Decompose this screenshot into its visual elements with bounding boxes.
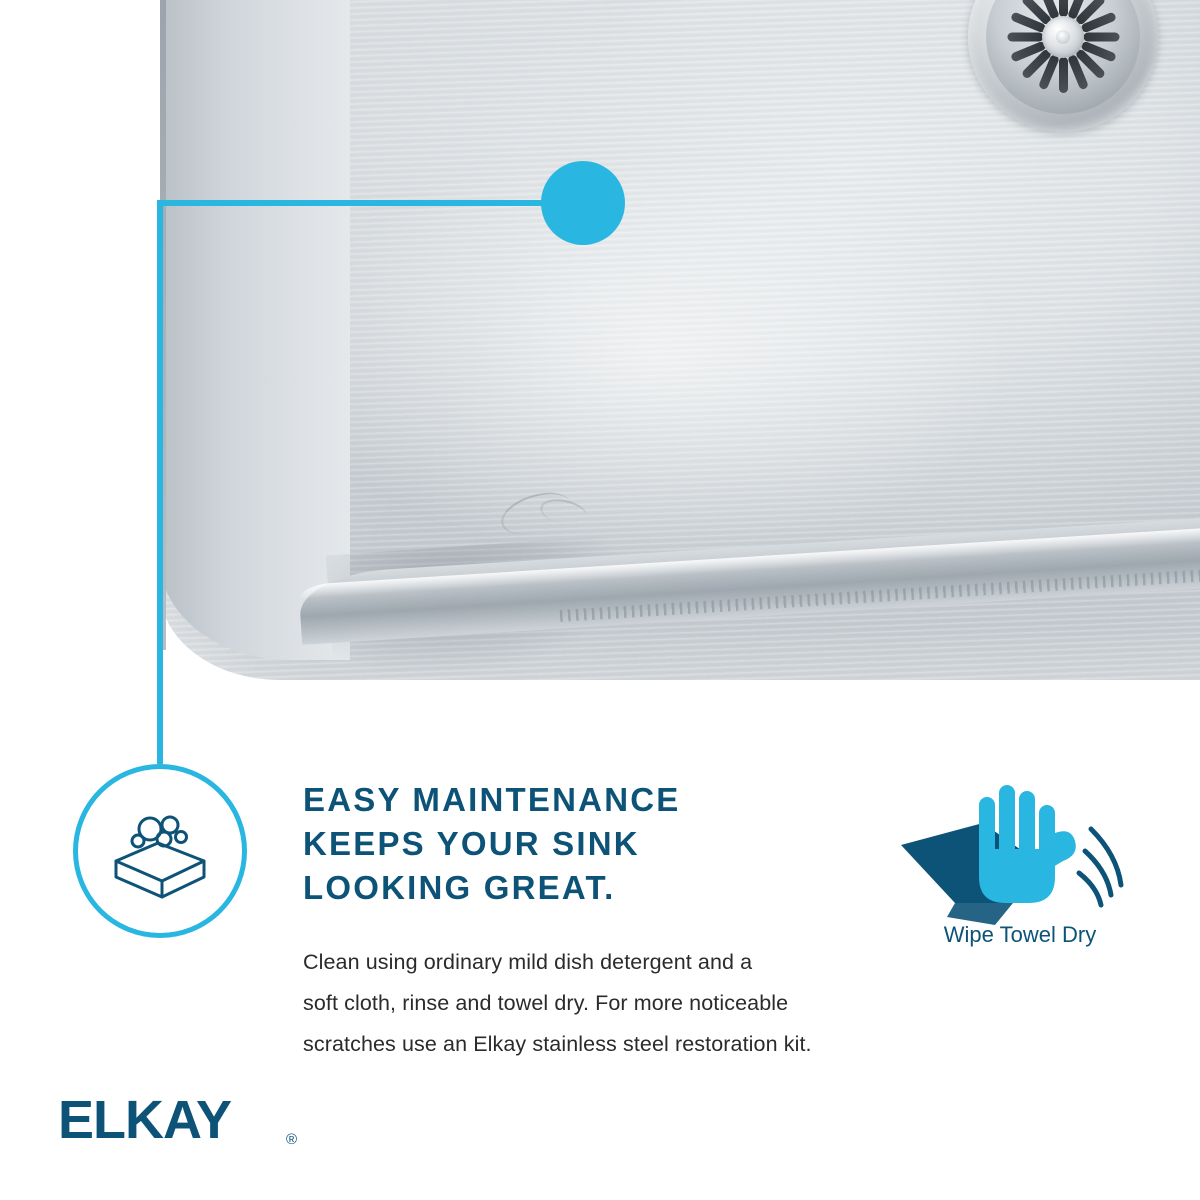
body-line-2: soft cloth, rinse and towel dry. For more noticeable <box>303 991 789 1015</box>
drain-hub-center <box>1056 30 1070 44</box>
drain-icon <box>968 0 1158 132</box>
sponge-icon <box>78 769 242 933</box>
sink-left-wall <box>160 0 350 660</box>
drain-hub <box>1042 16 1084 58</box>
wipe-towel-dry-caption: Wipe Towel Dry <box>943 922 1097 947</box>
headline-line-2: KEEPS YOUR SINK <box>303 825 640 862</box>
feature-headline <box>303 778 863 910</box>
body-line-3: scratches use an Elkay stainless steel restoration kit. <box>303 1032 812 1056</box>
logo-wordmark: ELKAY <box>58 1096 232 1148</box>
sponge-icon-circle <box>73 764 247 938</box>
body-line-1: Clean using ordinary mild dish detergent and a <box>303 950 753 974</box>
sink-left-edge <box>160 0 166 650</box>
headline-line-1: EASY MAINTENANCE <box>303 781 681 818</box>
headline-line-3: LOOKING GREAT. <box>303 869 616 906</box>
motion-lines <box>1079 829 1121 905</box>
hand-shape <box>979 785 1076 903</box>
registered-mark: ® <box>286 1131 298 1148</box>
elkay-logo <box>58 1096 318 1148</box>
feature-body <box>303 942 903 1065</box>
